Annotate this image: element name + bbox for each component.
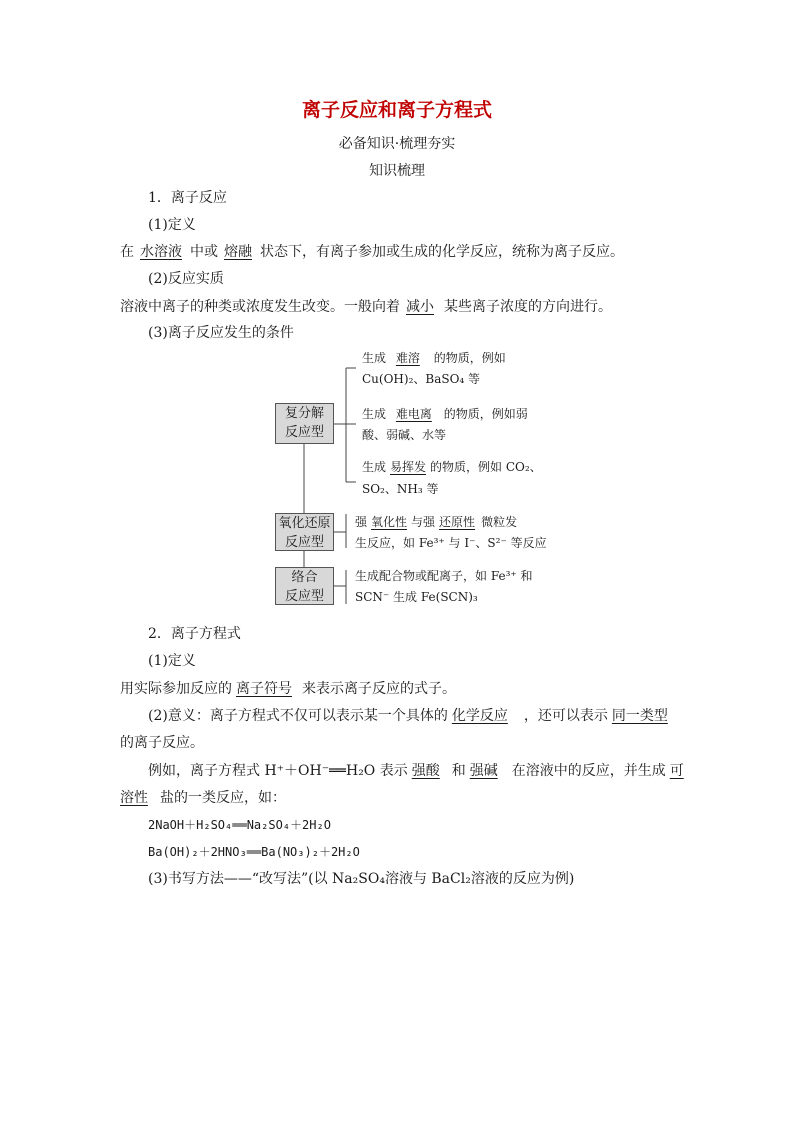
subtitle: 必备知识·梳理夯实 <box>338 136 456 152</box>
blank-answer: 同一类型 <box>611 708 668 724</box>
box-redox: 氧化还原 反应型 <box>275 513 334 551</box>
equation-1: 2NaOH＋H₂SO₄══Na₂SO₄＋2H₂O <box>148 818 331 832</box>
condition-volatile-example: SO₂、NH₃ 等 <box>362 482 439 496</box>
blank-answer: 离子符号 <box>236 681 292 697</box>
condition-volatile: 生成 易挥发 的物质，例如 CO₂、 <box>362 460 542 474</box>
condition-complex-example: SCN⁻ 生成 Fe(SCN)₃ <box>355 590 478 604</box>
blank-answer: 难溶 <box>395 351 420 365</box>
box-complexation: 络合 反应型 <box>275 567 334 605</box>
blank-answer: 强碱 <box>469 763 498 779</box>
condition-insoluble: 生成 难溶 的物质，例如 <box>362 351 506 365</box>
page-title: 离子反应和离子方程式 <box>301 99 492 121</box>
blank-answer: 熔融 <box>224 244 252 260</box>
condition-redox: 强 氧化性 与强 还原性 微粒发 <box>355 515 518 529</box>
section-heading: 知识梳理 <box>369 163 425 179</box>
condition-weak-electrolyte: 生成 难电离 的物质，例如弱 <box>362 407 528 421</box>
example-text-line1: 例如，离子方程式 H⁺＋OH⁻══H₂O 表示 强酸 和 强碱 在溶液中的反应，并生成 可 <box>148 763 684 779</box>
condition-complex: 生成配合物或配离子，如 Fe³⁺ 和 <box>355 569 533 583</box>
blank-answer: 还原性 <box>439 515 476 529</box>
blank-answer: 强酸 <box>411 763 440 779</box>
blank-answer: 难电离 <box>395 407 432 421</box>
writing-method: (3)书写方法——“改写法”(以 Na₂SO₄溶液与 BaCl₂溶液的反应为例) <box>148 871 575 887</box>
definition2-text: 用实际参加反应的 离子符号 来表示离子反应的式子。 <box>120 681 456 697</box>
condition-weak-electrolyte-example: 酸、弱碱、水等 <box>362 428 447 442</box>
box-double-decomposition: 复分解 反应型 <box>275 403 334 444</box>
blank-answer: 可 <box>669 763 684 779</box>
blank-answer: 减小 <box>406 299 434 315</box>
meaning-text-line1: (2)意义：离子方程式不仅可以表示某一个具体的 化学反应 ，还可以表示 同一类型 <box>148 708 668 724</box>
section2-heading: 2．离子方程式 <box>148 626 241 642</box>
definition2-label: (1)定义 <box>148 653 196 669</box>
blank-answer: 水溶液 <box>140 244 182 260</box>
example-text-line2: 溶性 盐的一类反应，如： <box>120 790 286 806</box>
condition-redox-example: 生反应，如 Fe³⁺ 与 I⁻、S²⁻ 等反应 <box>355 536 547 550</box>
equation-2: Ba(OH)₂＋2HNO₃══Ba(NO₃)₂＋2H₂O <box>148 845 360 859</box>
conditions-label: (3)离子反应发生的条件 <box>148 325 294 341</box>
blank-answer: 溶性 <box>120 790 148 806</box>
blank-answer: 易挥发 <box>390 460 427 474</box>
definition-label: (1)定义 <box>148 217 196 233</box>
meaning-text-line2: 的离子反应。 <box>120 735 204 751</box>
blank-answer: 化学反应 <box>451 708 508 724</box>
section1-heading: 1．离子反应 <box>148 190 227 206</box>
blank-answer: 氧化性 <box>371 515 408 529</box>
essence-text: 溶液中离子的种类或浓度发生改变。一般向着 减小 某些离子浓度的方向进行。 <box>120 299 612 315</box>
definition-text: 在 水溶液 中或 熔融 状态下，有离子参加或生成的化学反应，统称为离子反应。 <box>120 244 624 260</box>
essence-label: (2)反应实质 <box>148 271 224 287</box>
condition-insoluble-example: Cu(OH)₂、BaSO₄ 等 <box>362 372 481 386</box>
